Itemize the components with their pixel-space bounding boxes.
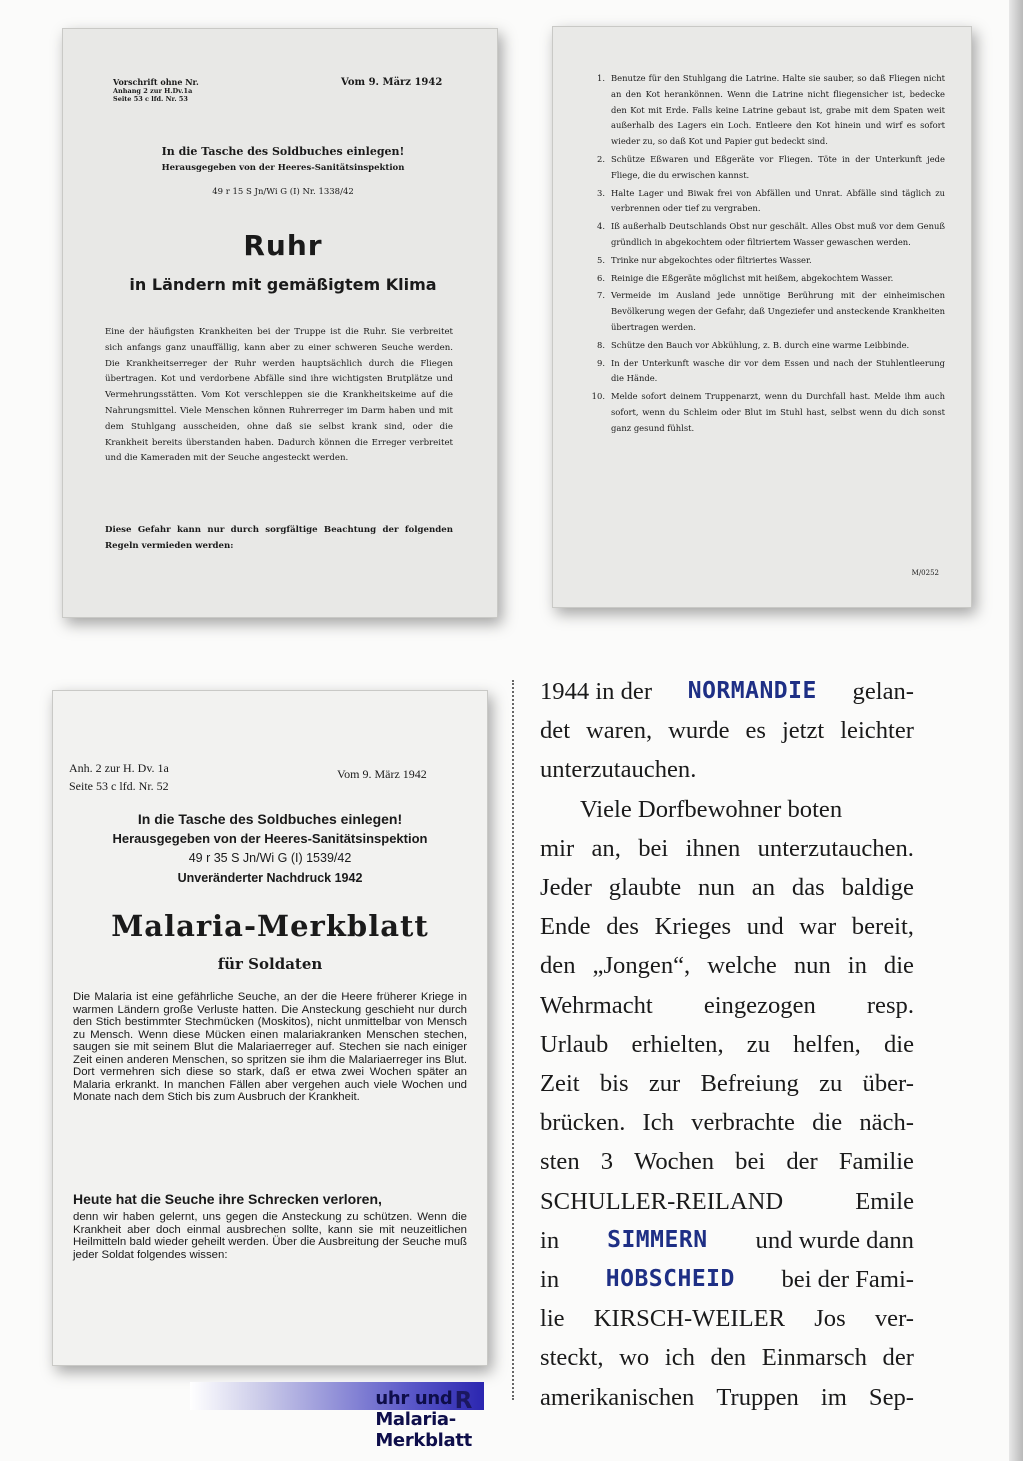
ruhr-rules-list [583,71,945,437]
rule-item [583,338,945,354]
figure-caption [190,1382,484,1451]
ruhr-leaflet-front [62,28,498,618]
prose-line [540,1221,914,1260]
prose-line: steckt, wo ich den Einmarsch der [540,1344,914,1372]
prose-segment: 1944 in der [540,678,659,705]
prose-segment: bei der Fami- [775,1266,914,1294]
rule-item [583,219,945,251]
rule-item [583,288,945,335]
prose-line: Viele Dorfbewohner boten [580,795,843,823]
ruhr-form-code: M/0252 [911,569,939,577]
prose-segment: in [540,1226,566,1254]
rule-item [583,389,945,436]
rule-text: Vermeide im Ausland jede unnötige Berührung mit der einheimischen Bevölkerung wegen der Gefahr, daß Ungeziefer und ansteckende Krankheiten übertragen werden. [611,290,945,332]
malaria-title: Malaria-Merkblatt [111,909,429,943]
caption-rest: uhr und Malaria-Merkblatt [375,1388,472,1451]
prose-segment: in [540,1266,566,1294]
rule-text: Trinke nur abgekochtes oder filtriertes Wasser. [611,254,812,265]
ruhr-warning: Diese Gefahr kann nur durch sorgfältige Beachtung der folgenden Regeln vermieden werden: [105,525,453,551]
ruhr-notice: In die Tasche des Soldbuches einlegen! [161,145,405,158]
prose-line [540,672,914,711]
rule-number: 7. [597,290,605,301]
malaria-reference: 49 r 35 S Jn/Wi G (I) 1539/42 [188,851,352,865]
prose-line: det waren, wurde es jetzt leichter [540,717,914,745]
rule-text: Iß außerhalb Deutschlands Obst nur geschält. Alles Obst muß vor dem Genuß gründlich in abgekochtem oder filtriertem Wasser gewaschen werden. [611,221,945,247]
prose-line: Jeder glaubte nun an das baldige [540,874,914,902]
prose-segment: gelan- [846,678,914,705]
rule-number: 3. [597,187,605,198]
page-spine-shadow [1009,0,1023,1461]
prose-segment: und wurde dann [749,1226,914,1254]
prose-line: brücken. Ich verbrachte die näch- [540,1109,914,1137]
malaria-page-ref: Seite 53 c lfd. Nr. 52 [69,779,169,793]
rule-text: Schütze den Bauch vor Abkühlung, z. B. durch eine warme Leibbinde. [611,339,910,350]
rule-number: 1. [597,73,605,83]
rule-text: Reinige die Eßgeräte möglichst mit heißem, abgekochtem Wasser. [611,272,894,283]
rule-number: 6. [597,272,605,283]
malaria-header-left [69,759,169,795]
rule-text: Melde sofort deinem Truppenarzt, wenn du Durchfall hast. Melde ihm auch sofort, wenn du Schleim oder Blut im Stuhl hast, selbst wenn du dich sonst ganz gesund fühlst. [611,391,945,433]
malaria-annex: Anh. 2 zur H. Dv. 1a [69,761,169,775]
prose-column [540,672,914,1417]
malaria-reprint: Unveränderter Nachdruck 1942 [177,871,363,885]
prose-line: unterzutauchen. [540,756,697,784]
prose-line: lie KIRSCH-WEILER Jos ver- [540,1305,914,1333]
malaria-date: Vom 9. März 1942 [337,767,427,781]
rule-item [583,186,945,218]
ruhr-title: Ruhr [243,229,323,262]
prose-line: Ende des Krieges und war bereit, [540,913,914,941]
ruhr-regulation: Vorschrift ohne Nr. [113,77,199,87]
rule-text: Halte Lager und Biwak frei von Abfällen und Unrat. Abfälle sind täglich zu verbrennen oder tief zu vergraben. [611,187,945,214]
prose-line: mir an, bei ihnen unterzutauchen. [540,834,914,862]
prose-line: Zeit bis zur Befreiung zu über- [540,1070,914,1098]
place-name: NORMANDIE [687,678,817,704]
malaria-notice: In die Tasche des Soldbuches einlegen! [137,811,403,827]
prose-line [540,1260,914,1299]
ruhr-body: Eine der häufigsten Krankheiten bei der Truppe ist die Ruhr. Sie verbreitet sich anfangs ganz unauffällig, kann aber zu einer schweren Seuche werden. Die Krankheitserreger der Ruhr werden hauptsächlich durch die Fliegen übertragen. Kot und verdorbene Abfälle sind ihre wichtigsten Brutplätze und Vermehrungsstätten. Vom Kot verschleppen sie die Krankheitskeime auf die Nahrungsmittel. Viele Menschen können Ruhrerreger im Darm haben und mit dem Stuhlgang ausscheiden, ohne daß sie selbst krank sind, oder die Krankheit bereits überstanden haben. Dadurch können die Erreger verbreitet und die Kameraden mit der Seuche angesteckt werden. [105,327,453,464]
rule-text: Schütze Eßwaren und Eßgeräte vor Fliegen. Töte in der Unterkunft jede Fliege, die du erwischen kannst. [611,153,945,180]
malaria-body: Die Malaria ist eine gefährliche Seuche, an der die Heere früherer Kriege in warmen Ländern große Verluste hatten. Die Ansteckung geschieht nur durch den Stich bestimmter Stechmücken (Moskitos), nicht unmittelbar von Mensch zu Mensch. Wenn diese Mücken einen malariakranken Menschen stechen, saugen sie mit seinem Blut die Malariaerreger auf. Stechen sie nach einiger Zeit einen anderen Menschen, so spritzen sie ihm die Malariaerreger ins Blut. Dort vermehren sich diese so stark, daß er etwa zwei Wochen später an Malaria erkrankt. In manchen Fällen aber vergehen auch viele Wochen und Monate nach dem Stich bis zum Ausbruch der Krankheit. [73,991,467,1103]
rule-number: 4. [597,221,605,232]
ruhr-reference: 49 r 15 S Jn/Wi G (I) Nr. 1338/42 [212,187,354,197]
malaria-leaflet [52,690,488,1366]
ruhr-page-ref: Seite 53 c lfd. Nr. 53 [113,95,188,103]
prose-line: Wehrmacht eingezogen resp. [540,991,914,1019]
ruhr-publisher: Herausgegeben von der Heeres-Sanitätsinspektion [161,163,405,173]
prose-line: Urlaub erhielten, zu helfen, die [540,1030,914,1058]
rule-text: In der Unterkunft wasche dir vor dem Essen und nach der Stuhlentleerung die Hände. [611,357,945,384]
rule-number: 5. [597,254,605,265]
ruhr-annex: Anhang 2 zur H.Dv.1a [113,87,193,95]
prose-line: den „Jongen“, welche nun in die [540,952,914,980]
rule-number: 8. [597,339,605,350]
ruhr-subtitle: in Ländern mit gemäßigtem Klima [129,275,437,294]
rule-item [583,253,945,269]
rule-number: 9. [597,357,605,368]
malaria-body-2: denn wir haben gelernt, uns gegen die Ansteckung zu schützen. Wenn die Krankheit aber doch einmal ausbrechen sollte, kann sie mit neuzeitlichen Heilmitteln bald wieder geheilt werden. Über die Ausbreitung der Seuche muß jeder Soldat folgendes wissen: [73,1211,467,1261]
rule-item [583,152,945,184]
rule-number: 10. [591,391,605,402]
rule-item [583,71,945,150]
caption-initial: R [454,1388,472,1414]
malaria-heading: Heute hat die Seuche ihre Schrecken verloren, [73,1191,382,1207]
rule-number: 2. [597,153,605,164]
place-name: HOBSCHEID [605,1266,735,1293]
rule-item [583,271,945,287]
rule-text: Benutze für den Stuhlgang die Latrine. Halte sie sauber, so daß Fliegen nicht an den Kot herankönnen. Wenn die Latrine nicht fliegensicher ist, bedecke den Kot mit Erde. Falls keine Latrine gebaut ist, grabe mit dem Spaten weit außerhalb des Lagers ein Loch. Entleere den Kot hinein und wirf es sofort wieder zu, so daß Kot und Papier gut bedeckt sind. [611,73,945,147]
ruhr-date: Vom 9. März 1942 [341,77,443,88]
ruhr-leaflet-rules [552,26,972,608]
place-name: SIMMERN [607,1226,708,1253]
column-divider [512,680,514,1400]
malaria-publisher: Herausgegeben von der Heeres-Sanitätsinspektion [112,831,428,846]
rule-item [583,356,945,388]
malaria-subtitle: für Soldaten [217,955,323,973]
prose-line: sten 3 Wochen bei der Familie [540,1148,914,1176]
prose-line: SCHULLER-REILAND Emile [540,1187,914,1215]
prose-line: amerikanischen Truppen im Sep- [540,1383,914,1411]
